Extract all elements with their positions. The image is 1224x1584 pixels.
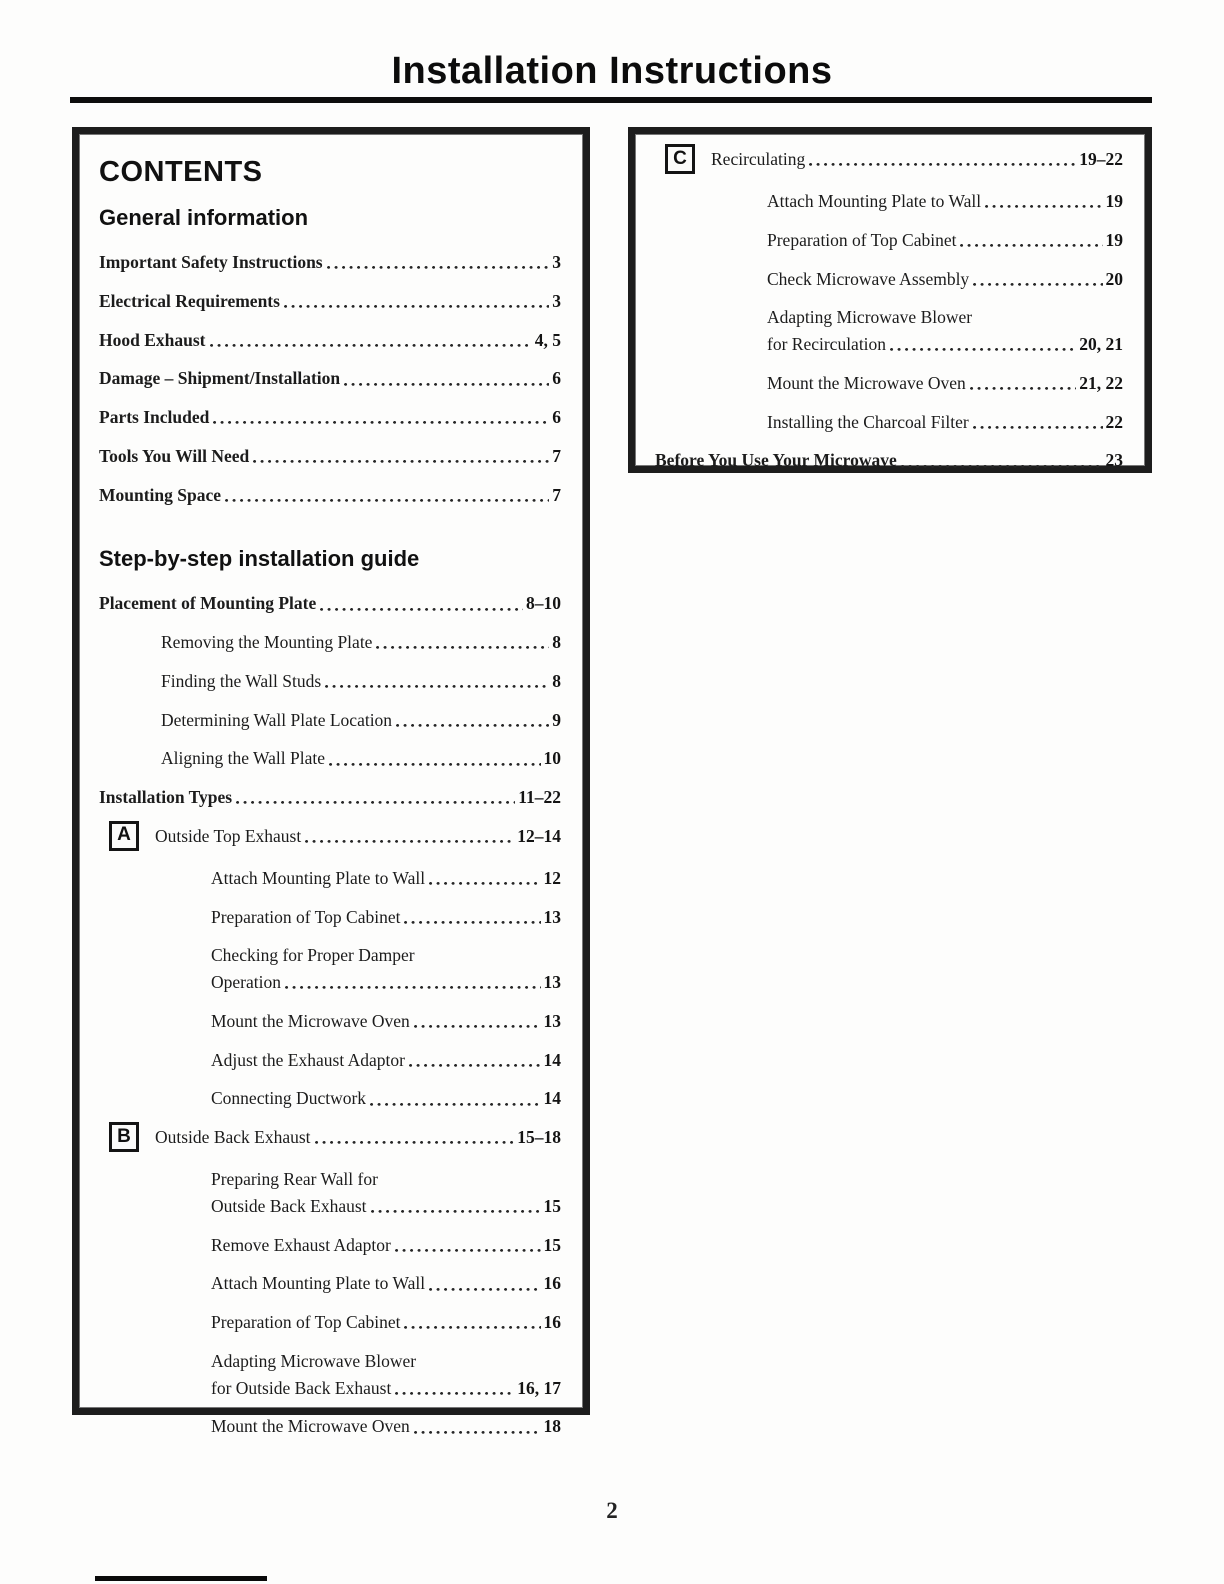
entry-body bbox=[211, 1010, 561, 1033]
entry-body bbox=[99, 786, 561, 809]
entry-line bbox=[767, 229, 1123, 252]
entry-label: Outside Back Exhaust bbox=[155, 1127, 311, 1147]
dot-leader bbox=[370, 1093, 540, 1111]
dot-leader bbox=[409, 1054, 541, 1072]
entry-label: Recirculating bbox=[711, 149, 806, 169]
entry-line bbox=[211, 1168, 561, 1191]
dot-leader bbox=[320, 598, 523, 616]
entry-page: 15 bbox=[543, 1195, 561, 1216]
toc-entry bbox=[99, 867, 561, 890]
entry-label: Parts Included bbox=[99, 407, 210, 427]
toc-entry bbox=[99, 906, 561, 929]
entry-body bbox=[211, 1168, 561, 1218]
entry-label: Hood Exhaust bbox=[99, 329, 206, 350]
entry-label: Attach Mounting Plate to Wall bbox=[211, 1273, 426, 1294]
dot-leader bbox=[284, 295, 549, 313]
toc-entry bbox=[99, 251, 561, 274]
dot-leader bbox=[305, 830, 514, 848]
toc-entry-list-general bbox=[99, 251, 561, 506]
dot-leader bbox=[396, 714, 549, 732]
toc-entry bbox=[655, 190, 1123, 213]
entry-page: 6 bbox=[552, 407, 561, 427]
entry-line bbox=[211, 1415, 561, 1438]
entry-body bbox=[211, 1350, 561, 1400]
entry-label: Adjust the Exhaust Adaptor bbox=[211, 1049, 405, 1070]
toc-entry bbox=[655, 268, 1123, 291]
entry-label: Mount the Microwave Oven bbox=[767, 372, 966, 393]
entry-label: Adapting Microwave Blower bbox=[767, 307, 973, 328]
entry-page: 8 bbox=[552, 632, 561, 652]
entry-page: 13 bbox=[543, 972, 561, 992]
title-underline-rule bbox=[70, 97, 1152, 103]
entry-page: 15–18 bbox=[517, 1127, 561, 1147]
entry-line bbox=[161, 631, 561, 654]
entry-body bbox=[211, 906, 561, 929]
entry-page: 12 bbox=[543, 867, 561, 888]
entry-body bbox=[711, 148, 1123, 171]
entry-line bbox=[211, 944, 561, 967]
entry-line bbox=[161, 709, 561, 732]
entry-page: 7 bbox=[552, 445, 561, 466]
dot-leader bbox=[253, 450, 549, 468]
toc-entry bbox=[99, 1415, 561, 1438]
toc-entry bbox=[99, 1234, 561, 1257]
entry-page: 21, 22 bbox=[1079, 372, 1123, 393]
entry-label: Installation Types bbox=[99, 787, 233, 807]
toc-entry bbox=[99, 747, 561, 770]
entry-line bbox=[767, 333, 1123, 356]
entry-line bbox=[767, 268, 1123, 291]
entry-body bbox=[767, 411, 1123, 434]
entry-body bbox=[211, 1087, 561, 1110]
entry-line bbox=[767, 190, 1123, 213]
entry-page: 18 bbox=[543, 1416, 561, 1437]
dot-leader bbox=[371, 1200, 541, 1218]
section-marker-c: C bbox=[665, 144, 695, 174]
entry-page: 19 bbox=[1105, 229, 1123, 250]
entry-label: for Recirculation bbox=[767, 334, 887, 354]
entry-body bbox=[767, 190, 1123, 213]
entry-label: Outside Top Exhaust bbox=[155, 825, 302, 846]
toc-entry-list-steps bbox=[99, 592, 561, 1438]
entry-label: Check Microwave Assembly bbox=[767, 268, 970, 289]
dot-leader bbox=[395, 1239, 541, 1257]
entry-line bbox=[767, 306, 1123, 329]
entry-line bbox=[99, 406, 561, 429]
entry-label: Tools You Will Need bbox=[99, 445, 250, 466]
entry-page: 22 bbox=[1105, 411, 1123, 432]
entry-body bbox=[211, 1272, 561, 1295]
contents-heading: CONTENTS bbox=[99, 156, 263, 188]
entry-label: Mounting Space bbox=[99, 484, 222, 505]
toc-entry bbox=[655, 148, 1123, 174]
entry-label: for Outside Back Exhaust bbox=[211, 1377, 392, 1398]
entry-page: 11–22 bbox=[518, 787, 561, 807]
toc-entry bbox=[99, 825, 561, 851]
entry-body bbox=[211, 1311, 561, 1334]
toc-entry bbox=[99, 1272, 561, 1295]
entry-label: Electrical Requirements bbox=[99, 290, 280, 311]
entry-page: 3 bbox=[552, 290, 561, 311]
entry-line bbox=[99, 445, 561, 468]
entry-body bbox=[211, 867, 561, 890]
entry-line bbox=[211, 1195, 561, 1218]
dot-leader bbox=[327, 256, 550, 274]
toc-entry bbox=[655, 411, 1123, 434]
entry-page: 19–22 bbox=[1079, 149, 1123, 169]
dot-leader bbox=[960, 234, 1102, 252]
entry-body bbox=[99, 329, 561, 352]
entry-page: 14 bbox=[543, 1088, 561, 1109]
toc-entry bbox=[99, 786, 561, 809]
entry-body bbox=[211, 1049, 561, 1072]
dot-leader bbox=[901, 455, 1103, 473]
contents-box bbox=[72, 127, 590, 1437]
dot-leader bbox=[315, 1131, 515, 1149]
toc-entry bbox=[99, 1126, 561, 1152]
entry-body bbox=[211, 944, 561, 994]
entry-page: 16 bbox=[543, 1312, 561, 1332]
dot-leader bbox=[404, 1316, 540, 1334]
entry-label: Operation bbox=[211, 972, 281, 992]
right-column-box bbox=[628, 127, 1152, 473]
dot-leader bbox=[376, 636, 549, 654]
section-marker-a: A bbox=[109, 821, 139, 851]
entry-line bbox=[711, 148, 1123, 171]
entry-label: Preparation of Top Cabinet bbox=[211, 1312, 401, 1332]
entry-body bbox=[161, 747, 561, 770]
entry-body bbox=[767, 372, 1123, 395]
toc-entry bbox=[99, 406, 561, 429]
entry-line bbox=[99, 290, 561, 313]
entry-line bbox=[99, 484, 561, 507]
entry-body bbox=[99, 592, 561, 615]
entry-body bbox=[99, 406, 561, 429]
dot-leader bbox=[285, 976, 541, 994]
entry-body bbox=[99, 484, 561, 507]
entry-line bbox=[211, 1049, 561, 1072]
dot-leader bbox=[213, 411, 549, 429]
dot-leader bbox=[404, 911, 540, 929]
entry-page: 4, 5 bbox=[534, 329, 561, 350]
toc-entry bbox=[99, 592, 561, 615]
toc-entry bbox=[99, 944, 561, 994]
entry-page: 8–10 bbox=[526, 593, 561, 614]
entry-label: Outside Back Exhaust bbox=[211, 1195, 367, 1216]
entry-line bbox=[99, 251, 561, 274]
entry-line bbox=[99, 367, 561, 390]
entry-label: Attach Mounting Plate to Wall bbox=[767, 191, 982, 211]
entry-line bbox=[211, 1234, 561, 1257]
dot-leader bbox=[414, 1421, 541, 1439]
toc-entry bbox=[99, 1049, 561, 1072]
dot-leader bbox=[414, 1015, 541, 1033]
entry-page: 8 bbox=[552, 670, 561, 691]
dot-leader bbox=[985, 195, 1102, 213]
entry-body bbox=[211, 1415, 561, 1438]
entry-page: 6 bbox=[552, 368, 561, 389]
toc-entry bbox=[99, 1311, 561, 1334]
dot-leader bbox=[970, 377, 1076, 395]
entry-body bbox=[99, 290, 561, 313]
dot-leader bbox=[429, 1278, 540, 1296]
entry-page: 20 bbox=[1105, 268, 1123, 289]
dot-leader bbox=[325, 675, 549, 693]
entry-label: Important Safety Instructions bbox=[99, 252, 323, 272]
section-general-information bbox=[99, 205, 561, 506]
entry-label: Connecting Ductwork bbox=[211, 1088, 367, 1109]
entry-page: 3 bbox=[552, 252, 561, 272]
entry-page: 16 bbox=[543, 1273, 561, 1294]
toc-entry bbox=[99, 709, 561, 732]
toc-entry bbox=[99, 1087, 561, 1110]
entry-label: Determining Wall Plate Location bbox=[161, 709, 393, 730]
entry-body bbox=[161, 709, 561, 732]
entry-line bbox=[767, 411, 1123, 434]
entry-page: 7 bbox=[552, 484, 561, 505]
page-title: Installation Instructions bbox=[391, 50, 833, 92]
entry-page: 15 bbox=[543, 1234, 561, 1255]
entry-line bbox=[211, 971, 561, 994]
entry-label: Adapting Microwave Blower bbox=[211, 1350, 417, 1371]
entry-line bbox=[767, 372, 1123, 395]
toc-entry bbox=[99, 445, 561, 468]
entry-line bbox=[211, 906, 561, 929]
entry-line bbox=[155, 825, 561, 848]
entry-label: Preparation of Top Cabinet bbox=[767, 229, 957, 250]
footer-scan-mark bbox=[95, 1576, 267, 1581]
dot-leader bbox=[210, 334, 532, 352]
entry-line bbox=[211, 1087, 561, 1110]
entry-body bbox=[655, 449, 1123, 472]
entry-body bbox=[99, 251, 561, 274]
entry-line bbox=[155, 1126, 561, 1149]
entry-body bbox=[767, 229, 1123, 252]
entry-line bbox=[99, 786, 561, 809]
entry-label: Removing the Mounting Plate bbox=[161, 632, 373, 652]
dot-leader bbox=[429, 872, 540, 890]
entry-label: Mount the Microwave Oven bbox=[211, 1416, 410, 1437]
entry-page: 9 bbox=[552, 709, 561, 730]
entry-line bbox=[211, 1377, 561, 1400]
toc-entry bbox=[99, 367, 561, 390]
dot-leader bbox=[225, 489, 549, 507]
entry-line bbox=[211, 1311, 561, 1334]
entry-label: Preparation of Top Cabinet bbox=[211, 906, 401, 927]
entry-label: Finding the Wall Studs bbox=[161, 670, 322, 691]
toc-entry bbox=[99, 1010, 561, 1033]
entry-line bbox=[655, 449, 1123, 472]
toc-entry bbox=[99, 670, 561, 693]
dot-leader bbox=[890, 338, 1076, 356]
entry-label: Damage – Shipment/Installation bbox=[99, 368, 341, 389]
entry-label: Attach Mounting Plate to Wall bbox=[211, 867, 426, 888]
entry-body bbox=[155, 1126, 561, 1149]
toc-entry bbox=[99, 329, 561, 352]
entry-page: 10 bbox=[543, 748, 561, 769]
toc-entry bbox=[655, 229, 1123, 252]
entry-page: 16, 17 bbox=[517, 1377, 561, 1398]
section-step-by-step bbox=[99, 546, 561, 1438]
entry-page: 13 bbox=[543, 1010, 561, 1031]
entry-line bbox=[211, 1350, 561, 1373]
toc-entry bbox=[655, 372, 1123, 395]
toc-entry bbox=[655, 449, 1123, 472]
dot-leader bbox=[329, 753, 540, 771]
entry-body bbox=[161, 631, 561, 654]
entry-body bbox=[211, 1234, 561, 1257]
toc-entry bbox=[99, 290, 561, 313]
entry-line bbox=[99, 329, 561, 352]
entry-page: 20, 21 bbox=[1079, 334, 1123, 354]
toc-entry bbox=[655, 306, 1123, 356]
entry-page: 14 bbox=[543, 1049, 561, 1070]
entry-line bbox=[211, 1010, 561, 1033]
dot-leader bbox=[973, 273, 1102, 291]
section-marker-b: B bbox=[109, 1122, 139, 1152]
toc-entry-list-recirculating bbox=[655, 148, 1123, 472]
entry-line bbox=[211, 867, 561, 890]
entry-label: Installing the Charcoal Filter bbox=[767, 411, 969, 432]
dot-leader bbox=[344, 373, 549, 391]
entry-label: Aligning the Wall Plate bbox=[161, 748, 326, 769]
entry-body bbox=[161, 670, 561, 693]
entry-page: 12–14 bbox=[517, 825, 561, 846]
entry-label: Remove Exhaust Adaptor bbox=[211, 1234, 391, 1255]
section-subheading-steps: Step-by-step installation guide bbox=[99, 546, 420, 572]
toc-entry bbox=[99, 1350, 561, 1400]
entry-body bbox=[99, 445, 561, 468]
entry-line bbox=[161, 670, 561, 693]
entry-label: Checking for Proper Damper bbox=[211, 945, 415, 966]
dot-leader bbox=[236, 791, 515, 809]
entry-body bbox=[767, 306, 1123, 356]
entry-page: 13 bbox=[543, 906, 561, 927]
entry-body bbox=[99, 367, 561, 390]
entry-label: Placement of Mounting Plate bbox=[99, 593, 317, 614]
entry-page: 19 bbox=[1105, 191, 1123, 211]
toc-entry bbox=[99, 1168, 561, 1218]
section-subheading-general: General information bbox=[99, 205, 309, 230]
entry-page: 23 bbox=[1105, 450, 1123, 471]
entry-line bbox=[161, 747, 561, 770]
entry-label: Before You Use Your Microwave bbox=[655, 450, 897, 471]
entry-label: Preparing Rear Wall for bbox=[211, 1169, 378, 1189]
entry-line bbox=[99, 592, 561, 615]
dot-leader bbox=[809, 153, 1076, 171]
dot-leader bbox=[973, 416, 1103, 434]
entry-body bbox=[767, 268, 1123, 291]
toc-entry bbox=[99, 631, 561, 654]
entry-body bbox=[155, 825, 561, 848]
page-number: 2 bbox=[606, 1498, 618, 1523]
entry-label: Mount the Microwave Oven bbox=[211, 1010, 410, 1031]
entry-line bbox=[211, 1272, 561, 1295]
dot-leader bbox=[395, 1382, 514, 1400]
toc-entry bbox=[99, 484, 561, 507]
